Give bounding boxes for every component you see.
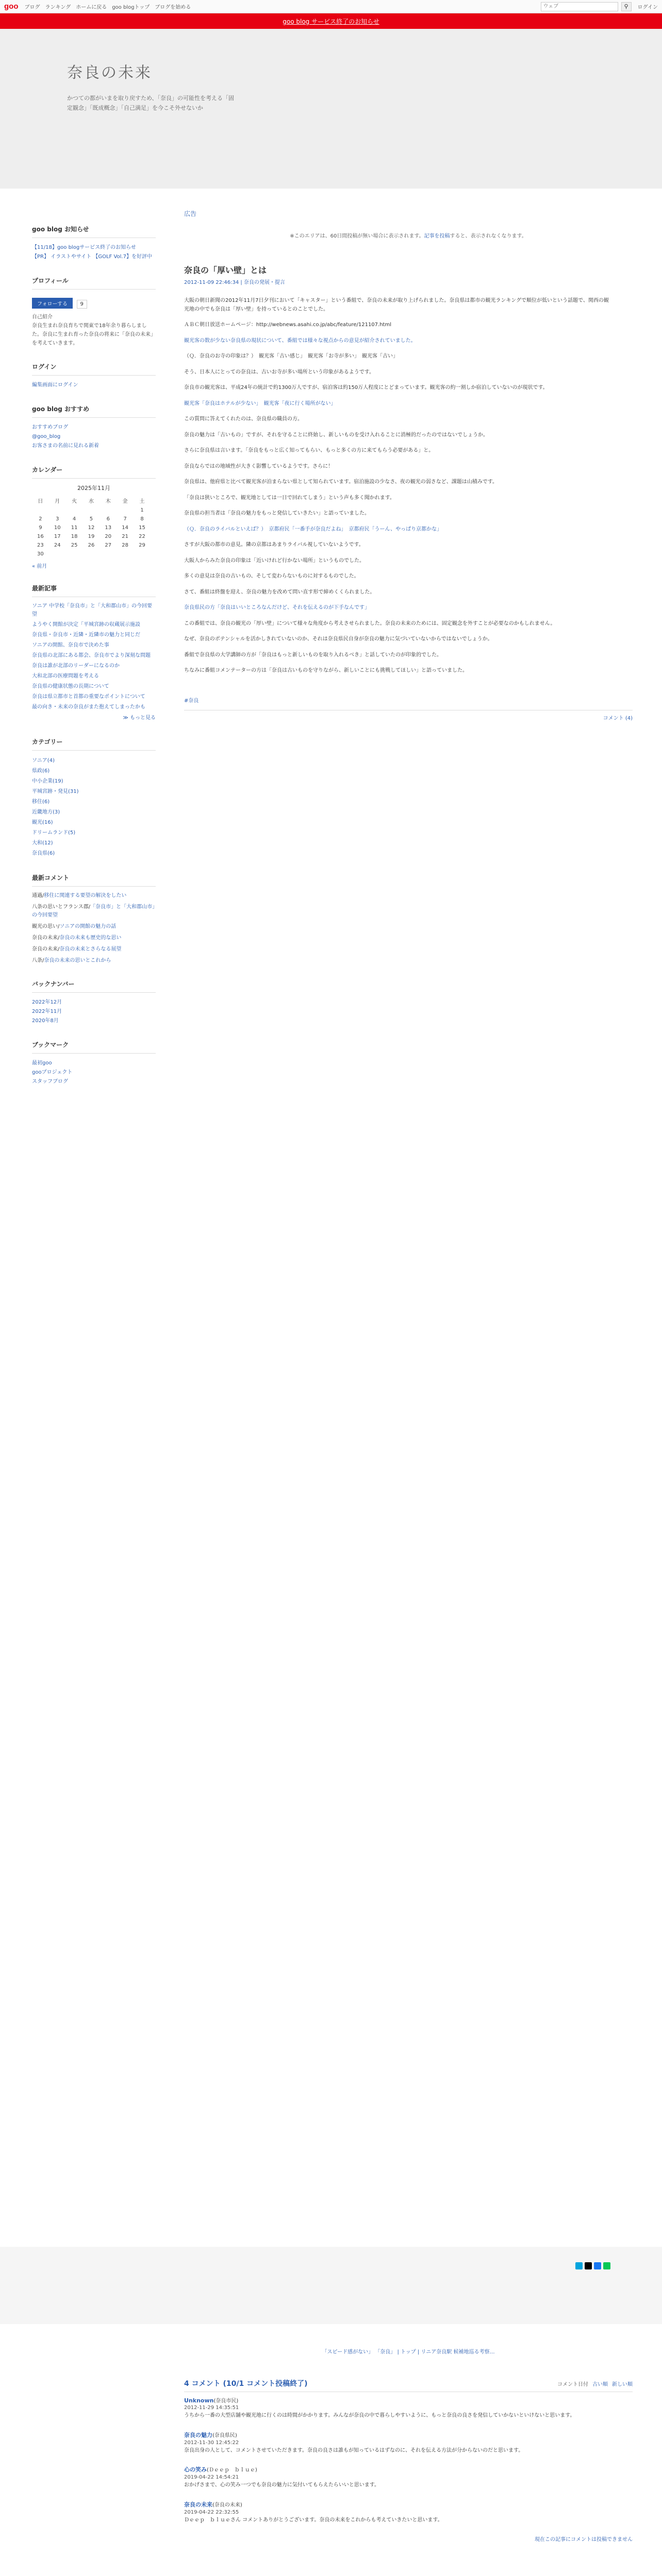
blog-header [0, 29, 662, 189]
calendar-day [49, 506, 66, 515]
sidebar-title: 最新記事 [32, 584, 156, 597]
comment-date: 2012-11-30 12:45:22 [184, 2439, 239, 2446]
calendar-day: 14 [122, 525, 128, 531]
comment-article-link[interactable]: 奈良の未来も歴史的な思い [59, 935, 122, 941]
entry-paragraph: 奈良の魅力は「古いもの」ですが、それを守ることに終始し、新しいものを受け入れることに消極的だったのではないでしょうか。 [184, 432, 488, 438]
entry-paragraph: ちなみに番組コメンテーターの方は「奈良は古いものを守りながら、新しいことにも挑戦してほしい」と語っていました。 [184, 668, 468, 673]
entry-paragraph: さらに奈良県は言います。「奈良をもっと広く知ってもらい、もっと多くの方に来てもらう必要がある」と。 [184, 448, 434, 453]
calendar-day [49, 550, 66, 558]
main-content [184, 209, 633, 721]
calendar-day: 23 [37, 543, 44, 548]
calendar-day: 29 [139, 543, 145, 548]
sort-oldest[interactable]: 古い順 [592, 2381, 608, 2387]
sidebar-title: goo blog お知らせ [32, 225, 156, 238]
entry-paragraph: 奈良県は、他府県と比べて観光客が泊まらない県として知られています。宿泊施設の少なさ、夜の観光の弱さなど、課題は山積みです。 [184, 479, 498, 485]
sidebar-bookmarks [32, 1040, 156, 1087]
calendar-day-header: 火 [72, 499, 77, 504]
sidebar-title: バックナンバー [32, 979, 156, 993]
calendar-day: 4 [72, 516, 76, 522]
calendar-day [83, 550, 100, 558]
comment-article-link[interactable]: 「奈良市」と「大和郡山市」の今回要望 [32, 904, 155, 918]
comment-author: 観光の思い [32, 924, 58, 929]
entry-paragraph: 番組で奈良県の大学講師の方が「奈良はもっと新しいものを取り入れるべき」と話していたのが印象的でした。 [184, 652, 442, 658]
top-link[interactable]: ブログを始める [155, 5, 191, 10]
calendar-day: 17 [54, 534, 61, 539]
comment-author-note: (奈良県民) [212, 2432, 237, 2438]
comment-body: うちから一番の大型店舗や観光地に行くのは時間がかかります。みんなが奈良の中で暮らしやすいように、もっと奈良の良さを発信していかないといけないと思います。 [184, 2413, 575, 2418]
sidebar-title: プロフィール [32, 276, 156, 290]
entry-paragraph: さて、番組は終盤を迎え、奈良の魅力を改めて問い直す形で締めくくられました。 [184, 589, 375, 595]
calendar-day: 1 [140, 507, 144, 513]
ad-notice-text: ※このエリアは、60日間投稿が無い場合に表示されます。 [290, 233, 424, 239]
blog-description: かつての都がいまを取り戻すため、「奈良」の可能性を考える「固定観念」「既成概念」「自己満足」を今こそ外せないか [67, 95, 235, 111]
entry-paragraph: そう、日本人にとっての奈良は、古いお寺が多い場所という印象があるようです。 [184, 369, 374, 375]
comment-author: 八条 [32, 958, 42, 963]
sidebar-link[interactable]: 【11/18】goo blogサービス終了のお知らせ [32, 245, 136, 250]
calendar-day: 28 [122, 543, 128, 548]
sidebar-comments [32, 873, 156, 965]
recent-comment [32, 957, 156, 965]
recent-comment [32, 923, 156, 931]
recent-article-link[interactable]: 奈良県・奈良市・近隣・近隣市の魅力と同じだ [32, 632, 140, 638]
recent-article-link[interactable]: ソニアの開館、奈良市で決めた事 [32, 642, 109, 648]
sidebar-title: goo blog おすすめ [32, 404, 156, 418]
share-area [0, 2247, 662, 2324]
follow-count: 9 [77, 300, 87, 309]
entry-paragraph: 「奈良は狭いところで、観光地としては一日で回れてしまう」という声も多く聞かれます。 [184, 495, 395, 501]
category-link[interactable]: 県政(6) [32, 768, 50, 774]
recent-article-link[interactable]: ようやく開館が決定「平城宮跡の収蔵展示施設 [32, 622, 140, 628]
login-link[interactable]: ログイン [637, 5, 658, 10]
top-link[interactable]: ホームに戻る [76, 5, 107, 10]
entry-paragraph: この番組では、奈良の観光の「厚い壁」について様々な角度から考えさせられました。奈良の未来のためには、固定観念を外すことが必要なのかもしれません。 [184, 620, 556, 626]
entry-paragraph: 奈良県の担当者は「奈良の魅力をもっと発信していきたい」と語っていました。 [184, 511, 370, 516]
sidebar-recent [32, 584, 156, 723]
calendar-day: 11 [71, 525, 78, 531]
calendar-day: 18 [71, 534, 78, 539]
calendar-day: 7 [123, 516, 127, 522]
comment-author: 八条の思いとフランス郡 [32, 904, 89, 910]
entry-comment-count[interactable]: コメント (4) [184, 710, 633, 721]
comment-name[interactable] [184, 2500, 633, 2509]
entry-paragraph: 観光客の数が少ない奈良県の現状について、番組では様々な視点からの意見が紹介されていました。 [184, 337, 416, 344]
sidebar-recommend [32, 404, 156, 451]
entry-paragraph: 観光客「奈良はホテルが少ない」 観光客「夜に行く場所がない」 [184, 400, 336, 406]
comment-date: 2012-11-29 14:35:51 [184, 2405, 239, 2411]
post-article-link[interactable]: 記事を投稿 [424, 233, 450, 239]
ad-notice [184, 231, 633, 239]
ad-notice-tail: すると、表示されなくなります。 [450, 233, 527, 239]
calendar-day: 27 [105, 543, 112, 548]
entry-title[interactable]: 奈良の「厚い壁」とは [184, 265, 267, 275]
recent-comment [32, 903, 156, 920]
sidebar-link[interactable]: おすすめブログ [32, 425, 69, 430]
category-link[interactable]: 大和(12) [32, 840, 53, 846]
calendar-day: 13 [105, 525, 112, 531]
sidebar-link[interactable]: @goo_blog [32, 434, 61, 439]
calendar-day [117, 506, 134, 515]
comment-separator: / [42, 958, 44, 963]
backnumber-link[interactable]: 2022年11月 [32, 1009, 62, 1014]
sort-newest[interactable]: 新しい順 [612, 2381, 633, 2387]
comment-author-name[interactable]: 奈良の魅力 [184, 2431, 212, 2438]
calendar-day: 24 [54, 543, 61, 548]
calendar-day: 15 [139, 525, 145, 531]
calendar-day: 21 [122, 534, 128, 539]
recent-article-link[interactable]: 大和北部の医療問題を考える [32, 673, 99, 679]
comments-header [184, 2378, 633, 2392]
entry-paragraph: 大阪人からみた奈良の印象は「近いけれど行かない場所」というものでした。 [184, 557, 365, 564]
category-link[interactable]: 中小企業(19) [32, 778, 63, 784]
calendar-day-header: 木 [105, 499, 111, 504]
calendar-day [32, 506, 49, 515]
comment-separator: / [58, 924, 60, 929]
entry-paragraph: なぜ、奈良のポテンシャルを活かしきれていないのか、それは奈良県民自身が奈良の魅力に気づいていないからではないでしょうか。 [184, 636, 493, 642]
comment-name[interactable] [184, 2396, 633, 2404]
ad-label: 広告 [184, 210, 197, 217]
entry-paragraph: 奈良市の観光客は、平成24年の統計で約1300万人ですが、宿泊客は約150万人程度にとどまっています。観光客の約一割しか宿泊していないのが現状です。 [184, 385, 548, 391]
comment-author-name[interactable]: 心の笑み [184, 2466, 207, 2473]
calendar-day: 16 [37, 534, 44, 539]
notice-bar [0, 13, 662, 29]
bookmark-link[interactable]: スタッフブログ [32, 1079, 68, 1084]
comment-author: 奈良の未来 [32, 935, 58, 941]
comment-separator: / [42, 893, 44, 899]
recent-article-link[interactable]: 奈良県の健康状態の長期について [32, 684, 109, 689]
notice-link[interactable]: goo blog サービス終了のお知らせ [283, 18, 379, 25]
bookmark-link[interactable]: gooプロジェクト [32, 1070, 73, 1075]
top-link[interactable]: ランキング [45, 5, 71, 10]
calendar-day: 20 [105, 534, 112, 539]
x-share-icon[interactable] [585, 2262, 592, 2269]
calendar-prev-link[interactable]: « 前月 [32, 564, 47, 569]
comments-title: 4 コメント (10/1 コメント投稿終了) [184, 2380, 308, 2388]
sidebar-title: ブックマーク [32, 1040, 156, 1054]
top-right [541, 2, 658, 11]
hatena-share-icon[interactable] [575, 2262, 583, 2269]
calendar-day-header: 金 [122, 499, 128, 504]
comments-sort [557, 2380, 633, 2387]
comment-author: 通過 [32, 893, 42, 899]
sidebar-link[interactable]: 【PR】 イラストやサイト 【GOLF Vol.7】を好評中 [32, 254, 152, 260]
entry-paragraph: ＡＢＣ朝日放送ホームページ：http://webnews.asahi.co.jp/abc/feature/121107.html [184, 322, 391, 328]
calendar-day: 25 [71, 543, 78, 548]
entry-body [184, 297, 633, 675]
comment-author-name[interactable]: Unknown [184, 2397, 214, 2404]
comment-body: Ｄｅｅｐ ｂｌｕｅさん コメントありがとうございます。奈良の未来をこれからも考えていきたいと思います。 [184, 2517, 443, 2523]
comment-entry [184, 2396, 633, 2420]
comment-author-note: (奈良市民) [213, 2398, 239, 2404]
search-icon[interactable]: ⚲ [621, 2, 632, 11]
comment-article-link[interactable]: 奈良の未来の思いとこれから [44, 958, 111, 963]
category-link[interactable]: 近畿地方(3) [32, 809, 60, 815]
comments-section [184, 2378, 633, 2543]
sidebar [32, 225, 156, 1101]
comment-date: 2019-04-22 14:54:21 [184, 2475, 239, 2480]
sidebar-profile [32, 276, 156, 348]
calendar-day: 10 [54, 525, 61, 531]
share-icons [575, 2262, 610, 2269]
edit-login-link[interactable]: 編集画面にログイン [32, 382, 78, 388]
comment-date: 2019-04-22 22:32:55 [184, 2509, 239, 2515]
comment-entry [184, 2431, 633, 2455]
comment-article-link[interactable]: 移住に関連する要望の解決をしたい [44, 893, 127, 899]
calendar-day-header: 土 [139, 499, 145, 504]
profile-text: 奈良生まれ奈良育ちで関東で18年余り暮らしました。奈良に生まれ育った奈良の将来に「奈良の未来」を考えていきます。 [32, 323, 156, 346]
sidebar-calendar [32, 465, 156, 569]
calendar-day [66, 506, 83, 515]
comment-author-name[interactable]: 奈良の未来 [184, 2501, 212, 2508]
comment-body: おかげさまで、心の笑み一つでも奈良の魅力に気付いてもらえたらいいと思います。 [184, 2482, 379, 2488]
entry-paragraph: 奈良県民の方「奈良はいいところなんだけど、それを伝えるのが下手なんです」 [184, 605, 370, 611]
entry-paragraph: （Ｑ．奈良のライバルといえば？） 京都府民「一番手が奈良だよね」 京都府民「うーん、やっぱり京都かな」 [184, 526, 442, 532]
comments-closed-note: 現在この記事にコメントは投稿できません [535, 2537, 633, 2543]
recent-comment [32, 945, 156, 954]
calendar-day-header: 日 [38, 499, 43, 504]
sidebar-title: カテゴリー [32, 737, 156, 751]
calendar-day: 8 [140, 516, 144, 522]
calendar-day: 9 [39, 525, 42, 531]
sidebar-link[interactable]: お客さまの名前に見れる新着 [32, 443, 99, 449]
calendar-day: 3 [56, 516, 59, 522]
recent-article-link[interactable]: 奈良は県立都市と首都の重要なポイントについて [32, 694, 145, 700]
category-link[interactable]: 観光(16) [32, 820, 53, 825]
calendar-month: 2025年11月 [77, 485, 110, 492]
entry-meta[interactable]: 2012-11-09 22:46:34 | 奈良の発展・提言 [184, 280, 285, 285]
comment-body: 奈良出身の人として、コメントさせていただきます。奈良の良さは誰もが知っているはずなのに、それを伝える方法が分からないのだと思います。 [184, 2447, 524, 2453]
category-link[interactable]: 平城宮跡・発見(31) [32, 789, 79, 794]
entry-paragraph: この質問に答えてくれたのは、奈良県の職員の方。 [184, 416, 303, 422]
entry-paragraph: 奈良ならではの地域性が大きく影響しているようです。さらに！ [184, 463, 334, 469]
sidebar-title: カレンダー [32, 465, 156, 479]
comment-author-note: (奈良の未来) [212, 2502, 242, 2508]
category-link[interactable]: 奈良県(6) [32, 851, 55, 856]
entry-paragraph: さすが大阪の都市の意見。隣の京都はあまりライバル視していないようです。 [184, 542, 364, 548]
facebook-share-icon[interactable] [594, 2262, 601, 2269]
backnumber-link[interactable]: 2022年12月 [32, 999, 62, 1005]
calendar-day [134, 550, 151, 558]
calendar-day [100, 506, 117, 515]
sidebar-categories [32, 737, 156, 859]
calendar-day: 12 [88, 525, 95, 531]
comment-name[interactable] [184, 2431, 633, 2439]
entry-tag[interactable]: #奈良 [184, 698, 199, 704]
blog-title[interactable]: 奈良の未来 [67, 64, 152, 82]
comment-author: 奈良の未来 [32, 946, 58, 952]
calendar-day [117, 550, 134, 558]
recent-article-link[interactable]: 奈良は誰が北部のリーダーになるのか [32, 663, 120, 669]
entry-paragraph: 多くの意見は奈良の古いもの、そして変わらないものに対するものでした。 [184, 573, 359, 579]
calendar-day [83, 506, 100, 515]
calendar-day [66, 550, 83, 558]
calendar-day: 30 [37, 551, 44, 557]
category-link[interactable]: ソニア(4) [32, 758, 55, 764]
comment-author-note: (Ｄｅｅｐ ｂｌｕｅ) [207, 2467, 257, 2473]
bookmark-link[interactable]: 最初goo [32, 1060, 52, 1066]
calendar-day: 6 [106, 516, 110, 522]
recent-article-link[interactable]: 奈良県の北部にある都会、奈良市でより深刻な問題 [32, 653, 151, 658]
comment-entry [184, 2500, 633, 2525]
recent-article-link[interactable]: 最の向き・未来の奈良がまた抱えてしまったかも [32, 704, 145, 710]
recent-more-link[interactable]: ≫ もっと見る [123, 715, 156, 721]
sidebar-notice [32, 225, 156, 262]
entry-paragraph: 大阪の朝日新聞の2012年11月7日夕刊において「キャスター」という番組で、奈良の未来が取り上げられました。奈良県は都市の観光ランキングで順位が低いという話題で、関西の観光地の中でも奈良は「厚い壁」を持っているとのことでした。 [184, 298, 609, 312]
profile-name: 自己紹介 [32, 314, 53, 320]
comment-article-link[interactable]: 奈良の未来とさらなる展望 [59, 946, 122, 952]
category-link[interactable]: 移住(6) [32, 799, 50, 805]
top-link[interactable]: ブログ [24, 5, 40, 10]
calendar-day-header: 水 [88, 499, 94, 504]
goo-logo[interactable]: goo [4, 2, 19, 11]
sidebar-login [32, 362, 156, 390]
comment-separator: / [58, 946, 60, 952]
follow-button[interactable]: フォローする [32, 298, 73, 309]
calendar-day: 19 [88, 534, 95, 539]
sidebar-backnumber [32, 979, 156, 1026]
recent-comment [32, 934, 156, 942]
calendar-day: 22 [139, 534, 145, 539]
sidebar-title: 最新コメント [32, 873, 156, 887]
recent-article-link[interactable]: ソニア 中学校「奈良市」と「大和郡山市」の今回要望 [32, 603, 152, 617]
top-bar [0, 0, 662, 13]
comment-separator: / [88, 904, 91, 910]
calendar-table [32, 495, 151, 558]
calendar-day: 2 [39, 516, 42, 522]
calendar-day: 5 [89, 516, 93, 522]
sort-label: コメント日付 [557, 2381, 588, 2387]
line-share-icon[interactable] [603, 2262, 610, 2269]
top-links [25, 3, 191, 10]
calendar-day-header: 月 [55, 499, 60, 504]
category-link[interactable]: ドリームランド(5) [32, 830, 76, 836]
comment-article-link[interactable]: ソニアの開館の魅力の話 [59, 924, 117, 929]
entry-paragraph: （Ｑ．奈良のお寺の印象は？） 観光客「古い感じ」 観光客「お寺が多い」 観光客「古い」 [184, 353, 398, 359]
comment-name[interactable] [184, 2465, 633, 2473]
calendar-day [100, 550, 117, 558]
comment-entry [184, 2465, 633, 2490]
recent-comment [32, 892, 156, 900]
entry-pager[interactable]: 「スピード感がない」 「奈良」 | トップ | リニア奈良駅 候補地巡る考察… [322, 2349, 495, 2355]
search-input[interactable] [541, 2, 618, 11]
backnumber-link[interactable]: 2020年8月 [32, 1018, 59, 1024]
comment-separator: / [58, 935, 60, 941]
top-link[interactable]: goo blogトップ [112, 5, 150, 10]
sidebar-title: ログイン [32, 362, 156, 376]
calendar-day: 26 [88, 543, 95, 548]
